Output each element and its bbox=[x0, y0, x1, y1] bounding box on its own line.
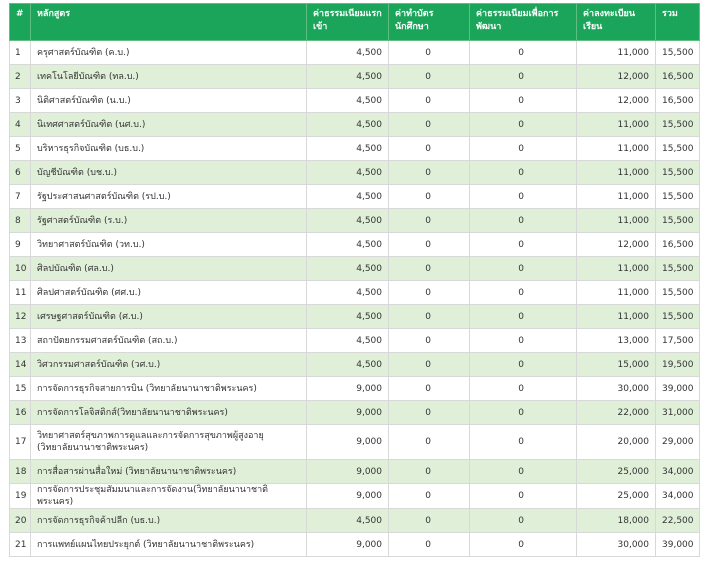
cell-development-fee: 0 bbox=[470, 509, 577, 533]
cell-total: 19,500 bbox=[656, 353, 700, 377]
cell-student-card-fee: 0 bbox=[389, 377, 470, 401]
cell-program: การจัดการประชุมสัมมนาและการจัดงาน(วิทยาลัยนานาชาติพระนคร) bbox=[31, 484, 307, 509]
cell-student-card-fee: 0 bbox=[389, 401, 470, 425]
table-row bbox=[10, 185, 700, 209]
cell-program: วิศวกรรมศาสตร์บัณฑิต (วศ.บ.) bbox=[31, 353, 307, 377]
cell-total: 29,000 bbox=[656, 425, 700, 460]
cell-program: บริหารธุรกิจบัณฑิต (บธ.บ.) bbox=[31, 137, 307, 161]
cell-total: 39,000 bbox=[656, 377, 700, 401]
cell-total: 15,500 bbox=[656, 113, 700, 137]
cell-total: 16,500 bbox=[656, 65, 700, 89]
cell-program: ศิลปบัณฑิต (ศล.บ.) bbox=[31, 257, 307, 281]
cell-num: 13 bbox=[10, 329, 31, 353]
cell-program: การจัดการธุรกิจสายการบิน (วิทยาลัยนานาชาติพระนคร) bbox=[31, 377, 307, 401]
cell-num: 12 bbox=[10, 305, 31, 329]
table-row bbox=[10, 377, 700, 401]
cell-development-fee: 0 bbox=[470, 281, 577, 305]
cell-entrance-fee: 4,500 bbox=[307, 89, 389, 113]
cell-num: 20 bbox=[10, 509, 31, 533]
cell-registration-fee: 11,000 bbox=[577, 281, 656, 305]
cell-program: นิเทศศาสตร์บัณฑิต (นศ.บ.) bbox=[31, 113, 307, 137]
cell-program: รัฐประศาสนศาสตร์บัณฑิต (รป.บ.) bbox=[31, 185, 307, 209]
cell-student-card-fee: 0 bbox=[389, 425, 470, 460]
cell-num: 2 bbox=[10, 65, 31, 89]
cell-registration-fee: 30,000 bbox=[577, 533, 656, 557]
cell-total: 15,500 bbox=[656, 41, 700, 65]
cell-num: 21 bbox=[10, 533, 31, 557]
cell-entrance-fee: 9,000 bbox=[307, 533, 389, 557]
cell-entrance-fee: 9,000 bbox=[307, 460, 389, 484]
table-row bbox=[10, 89, 700, 113]
cell-development-fee: 0 bbox=[470, 533, 577, 557]
cell-total: 34,000 bbox=[656, 484, 700, 509]
cell-num: 10 bbox=[10, 257, 31, 281]
cell-registration-fee: 11,000 bbox=[577, 137, 656, 161]
cell-total: 15,500 bbox=[656, 305, 700, 329]
cell-total: 15,500 bbox=[656, 161, 700, 185]
cell-entrance-fee: 4,500 bbox=[307, 509, 389, 533]
cell-num: 1 bbox=[10, 41, 31, 65]
header-total: รวม bbox=[656, 4, 700, 41]
cell-total: 15,500 bbox=[656, 209, 700, 233]
cell-registration-fee: 11,000 bbox=[577, 305, 656, 329]
cell-registration-fee: 30,000 bbox=[577, 377, 656, 401]
cell-registration-fee: 12,000 bbox=[577, 233, 656, 257]
cell-development-fee: 0 bbox=[470, 185, 577, 209]
cell-development-fee: 0 bbox=[470, 41, 577, 65]
cell-num: 11 bbox=[10, 281, 31, 305]
cell-program: เทคโนโลยีบัณฑิต (ทล.บ.) bbox=[31, 65, 307, 89]
cell-entrance-fee: 9,000 bbox=[307, 484, 389, 509]
cell-registration-fee: 11,000 bbox=[577, 209, 656, 233]
cell-program: การจัดการธุรกิจค้าปลีก (บธ.บ.) bbox=[31, 509, 307, 533]
cell-total: 15,500 bbox=[656, 257, 700, 281]
cell-program: นิติศาสตร์บัณฑิต (น.บ.) bbox=[31, 89, 307, 113]
cell-development-fee: 0 bbox=[470, 161, 577, 185]
cell-entrance-fee: 4,500 bbox=[307, 209, 389, 233]
table-row bbox=[10, 137, 700, 161]
cell-registration-fee: 11,000 bbox=[577, 161, 656, 185]
cell-student-card-fee: 0 bbox=[389, 65, 470, 89]
cell-student-card-fee: 0 bbox=[389, 353, 470, 377]
cell-entrance-fee: 4,500 bbox=[307, 281, 389, 305]
cell-development-fee: 0 bbox=[470, 425, 577, 460]
table-row bbox=[10, 329, 700, 353]
table-row bbox=[10, 353, 700, 377]
cell-development-fee: 0 bbox=[470, 353, 577, 377]
cell-student-card-fee: 0 bbox=[389, 281, 470, 305]
cell-student-card-fee: 0 bbox=[389, 305, 470, 329]
cell-entrance-fee: 4,500 bbox=[307, 41, 389, 65]
cell-development-fee: 0 bbox=[470, 137, 577, 161]
cell-entrance-fee: 4,500 bbox=[307, 185, 389, 209]
cell-entrance-fee: 4,500 bbox=[307, 257, 389, 281]
cell-development-fee: 0 bbox=[470, 329, 577, 353]
cell-entrance-fee: 4,500 bbox=[307, 329, 389, 353]
cell-development-fee: 0 bbox=[470, 209, 577, 233]
cell-program: การจัดการโลจิสติกส์(วิทยาลัยนานาชาติพระนคร) bbox=[31, 401, 307, 425]
cell-development-fee: 0 bbox=[470, 257, 577, 281]
cell-development-fee: 0 bbox=[470, 377, 577, 401]
cell-total: 15,500 bbox=[656, 185, 700, 209]
cell-program: การสื่อสารผ่านสื่อใหม่ (วิทยาลัยนานาชาติพระนคร) bbox=[31, 460, 307, 484]
cell-entrance-fee: 4,500 bbox=[307, 113, 389, 137]
cell-registration-fee: 25,000 bbox=[577, 484, 656, 509]
cell-program: บัญชีบัณฑิต (บช.บ.) bbox=[31, 161, 307, 185]
table-row bbox=[10, 233, 700, 257]
table-row bbox=[10, 509, 700, 533]
cell-student-card-fee: 0 bbox=[389, 329, 470, 353]
cell-num: 5 bbox=[10, 137, 31, 161]
cell-total: 39,000 bbox=[656, 533, 700, 557]
cell-num: 3 bbox=[10, 89, 31, 113]
cell-student-card-fee: 0 bbox=[389, 484, 470, 509]
header-program: หลักสูตร bbox=[31, 4, 307, 41]
cell-entrance-fee: 9,000 bbox=[307, 401, 389, 425]
cell-student-card-fee: 0 bbox=[389, 185, 470, 209]
table-row bbox=[10, 113, 700, 137]
cell-entrance-fee: 9,000 bbox=[307, 377, 389, 401]
table-body bbox=[10, 41, 700, 557]
cell-num: 18 bbox=[10, 460, 31, 484]
header-registration-fee: ค่าลงทะเบียนเรียน bbox=[577, 4, 656, 41]
cell-student-card-fee: 0 bbox=[389, 113, 470, 137]
cell-development-fee: 0 bbox=[470, 113, 577, 137]
cell-student-card-fee: 0 bbox=[389, 233, 470, 257]
cell-registration-fee: 11,000 bbox=[577, 113, 656, 137]
cell-development-fee: 0 bbox=[470, 65, 577, 89]
cell-num: 7 bbox=[10, 185, 31, 209]
table-row bbox=[10, 401, 700, 425]
table-row bbox=[10, 533, 700, 557]
cell-entrance-fee: 4,500 bbox=[307, 65, 389, 89]
cell-entrance-fee: 4,500 bbox=[307, 233, 389, 257]
cell-student-card-fee: 0 bbox=[389, 533, 470, 557]
cell-registration-fee: 11,000 bbox=[577, 41, 656, 65]
table-row bbox=[10, 209, 700, 233]
table-row bbox=[10, 281, 700, 305]
cell-num: 8 bbox=[10, 209, 31, 233]
cell-num: 19 bbox=[10, 484, 31, 509]
cell-program: ศิลปศาสตร์บัณฑิต (ศศ.บ.) bbox=[31, 281, 307, 305]
cell-student-card-fee: 0 bbox=[389, 89, 470, 113]
cell-entrance-fee: 4,500 bbox=[307, 353, 389, 377]
cell-num: 15 bbox=[10, 377, 31, 401]
cell-program: เศรษฐศาสตร์บัณฑิต (ศ.บ.) bbox=[31, 305, 307, 329]
cell-total: 17,500 bbox=[656, 329, 700, 353]
cell-program: ครุศาสตร์บัณฑิต (ค.บ.) bbox=[31, 41, 307, 65]
cell-program: วิทยาศาสตร์สุขภาพการดูแลและการจัดการสุขภาพผู้สูงอายุ (วิทยาลัยนานาชาติพระนคร) bbox=[31, 425, 307, 460]
table-row bbox=[10, 65, 700, 89]
cell-student-card-fee: 0 bbox=[389, 460, 470, 484]
cell-program: สถาปัตยกรรมศาสตร์บัณฑิต (สถ.บ.) bbox=[31, 329, 307, 353]
cell-development-fee: 0 bbox=[470, 89, 577, 113]
cell-total: 34,000 bbox=[656, 460, 700, 484]
table-row bbox=[10, 161, 700, 185]
cell-registration-fee: 15,000 bbox=[577, 353, 656, 377]
table-header bbox=[10, 4, 700, 41]
cell-program: การแพทย์แผนไทยประยุกต์ (วิทยาลัยนานาชาติพระนคร) bbox=[31, 533, 307, 557]
cell-student-card-fee: 0 bbox=[389, 41, 470, 65]
cell-total: 16,500 bbox=[656, 89, 700, 113]
cell-program: วิทยาศาสตร์บัณฑิต (วท.บ.) bbox=[31, 233, 307, 257]
table-row bbox=[10, 41, 700, 65]
cell-student-card-fee: 0 bbox=[389, 137, 470, 161]
cell-entrance-fee: 4,500 bbox=[307, 161, 389, 185]
cell-registration-fee: 22,000 bbox=[577, 401, 656, 425]
cell-num: 9 bbox=[10, 233, 31, 257]
cell-num: 16 bbox=[10, 401, 31, 425]
cell-student-card-fee: 0 bbox=[389, 509, 470, 533]
cell-registration-fee: 18,000 bbox=[577, 509, 656, 533]
header-student-card-fee: ค่าทำบัตรนักศึกษา bbox=[389, 4, 470, 41]
cell-development-fee: 0 bbox=[470, 305, 577, 329]
table-row bbox=[10, 460, 700, 484]
cell-student-card-fee: 0 bbox=[389, 257, 470, 281]
cell-num: 17 bbox=[10, 425, 31, 460]
header-num: # bbox=[10, 4, 31, 41]
cell-registration-fee: 13,000 bbox=[577, 329, 656, 353]
cell-registration-fee: 25,000 bbox=[577, 460, 656, 484]
cell-registration-fee: 11,000 bbox=[577, 185, 656, 209]
cell-total: 15,500 bbox=[656, 137, 700, 161]
table-row bbox=[10, 305, 700, 329]
cell-registration-fee: 12,000 bbox=[577, 89, 656, 113]
cell-student-card-fee: 0 bbox=[389, 161, 470, 185]
cell-entrance-fee: 9,000 bbox=[307, 425, 389, 460]
cell-development-fee: 0 bbox=[470, 233, 577, 257]
cell-student-card-fee: 0 bbox=[389, 209, 470, 233]
cell-total: 15,500 bbox=[656, 281, 700, 305]
cell-total: 22,500 bbox=[656, 509, 700, 533]
cell-entrance-fee: 4,500 bbox=[307, 137, 389, 161]
cell-development-fee: 0 bbox=[470, 460, 577, 484]
cell-program: รัฐศาสตร์บัณฑิต (ร.บ.) bbox=[31, 209, 307, 233]
header-entrance-fee: ค่าธรรมเนียมแรกเข้า bbox=[307, 4, 389, 41]
table-row bbox=[10, 484, 700, 509]
cell-registration-fee: 20,000 bbox=[577, 425, 656, 460]
cell-total: 16,500 bbox=[656, 233, 700, 257]
cell-num: 4 bbox=[10, 113, 31, 137]
cell-total: 31,000 bbox=[656, 401, 700, 425]
cell-entrance-fee: 4,500 bbox=[307, 305, 389, 329]
cell-development-fee: 0 bbox=[470, 401, 577, 425]
table-row bbox=[10, 257, 700, 281]
cell-development-fee: 0 bbox=[470, 484, 577, 509]
header-row bbox=[10, 4, 700, 41]
cell-registration-fee: 12,000 bbox=[577, 65, 656, 89]
cell-num: 6 bbox=[10, 161, 31, 185]
fee-table-container bbox=[9, 3, 699, 557]
table-row bbox=[10, 425, 700, 460]
header-development-fee: ค่าธรรมเนียมเพื่อการพัฒนา bbox=[470, 4, 577, 41]
cell-num: 14 bbox=[10, 353, 31, 377]
cell-registration-fee: 11,000 bbox=[577, 257, 656, 281]
fee-table bbox=[9, 3, 700, 557]
